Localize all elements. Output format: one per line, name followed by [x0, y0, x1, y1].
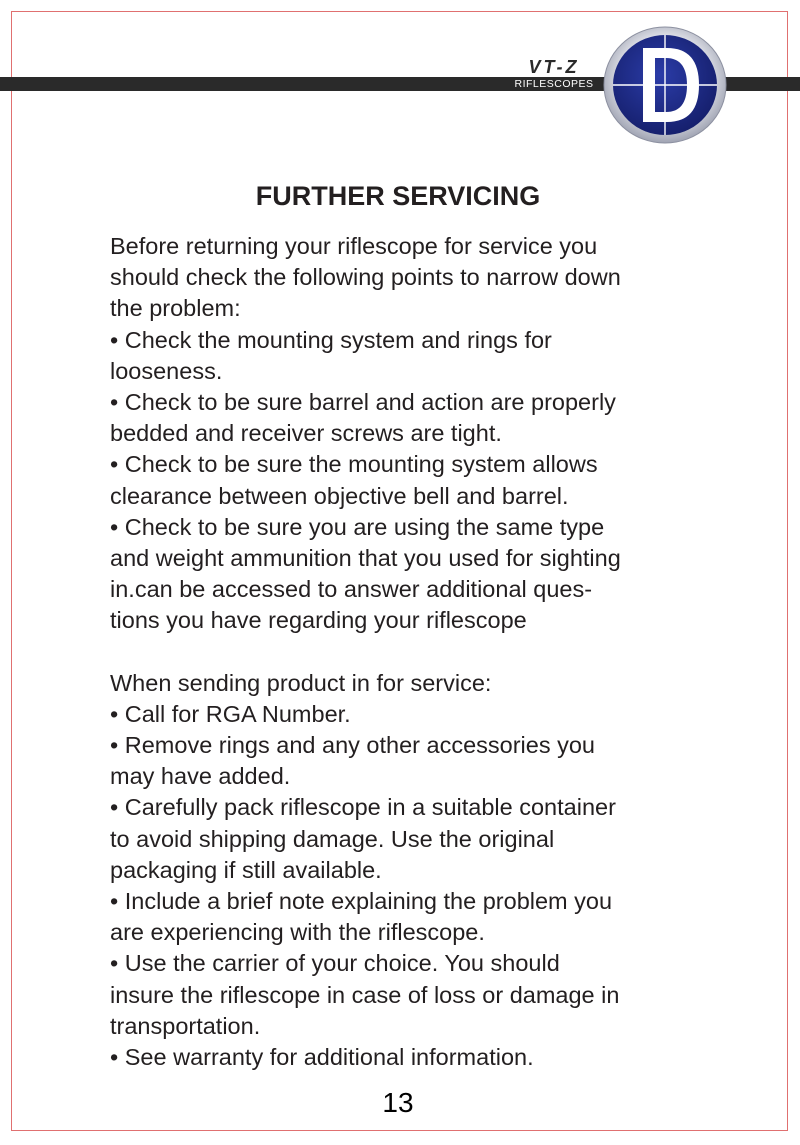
body-line: • Use the carrier of your choice. You should	[110, 950, 560, 977]
brand-logo-text	[496, 58, 606, 94]
body-line: When sending product in for service:	[110, 669, 492, 696]
body-line: • Call for RGA Number.	[110, 700, 351, 727]
body-line: should check the following points to narrow down	[110, 264, 621, 291]
body-line: are experiencing with the riflescope.	[110, 919, 485, 946]
body-line: • Check the mounting system and rings for	[110, 326, 552, 353]
body-line: • Check to be sure the mounting system allows	[110, 451, 598, 478]
body-line: • Check to be sure barrel and action are properly	[110, 388, 616, 415]
body-line: insure the riflescope in case of loss or damage in	[110, 981, 620, 1008]
body-line: clearance between objective bell and barrel.	[110, 482, 569, 509]
body-line: packaging if still available.	[110, 856, 382, 883]
body-line: the problem:	[110, 295, 241, 322]
page-number: 13	[382, 1087, 414, 1118]
page-title: FURTHER SERVICING	[255, 181, 541, 211]
body-line: Before returning your riflescope for service you	[110, 233, 598, 259]
body-line: • Include a brief note explaining the problem you	[110, 887, 613, 914]
body-line: • Remove rings and any other accessories you	[110, 732, 595, 758]
body-line: to avoid shipping damage. Use the original	[110, 825, 555, 852]
body-line: bedded and receiver screws are tight.	[110, 420, 502, 447]
body-line: and weight ammunition that you used for sighting	[110, 544, 621, 571]
body-line: • See warranty for additional information.	[110, 1043, 534, 1070]
brand-subtitle: RIFLESCOPES	[514, 78, 594, 90]
body-line: • Carefully pack riflescope in a suitable container	[110, 794, 616, 821]
body-line: looseness.	[110, 357, 223, 384]
body-text	[110, 231, 700, 1073]
paragraph-gap	[110, 636, 700, 667]
body-line: transportation.	[110, 1012, 261, 1039]
body-line: tions you have regarding your riflescope	[110, 607, 527, 634]
body-line: may have added.	[110, 763, 291, 790]
body-line: • Check to be sure you are using the same type	[110, 513, 605, 540]
brand-emblem-icon	[603, 26, 727, 144]
brand-name: VT-Z	[528, 57, 580, 77]
body-line: in.can be accessed to answer additional ques-	[110, 576, 593, 603]
